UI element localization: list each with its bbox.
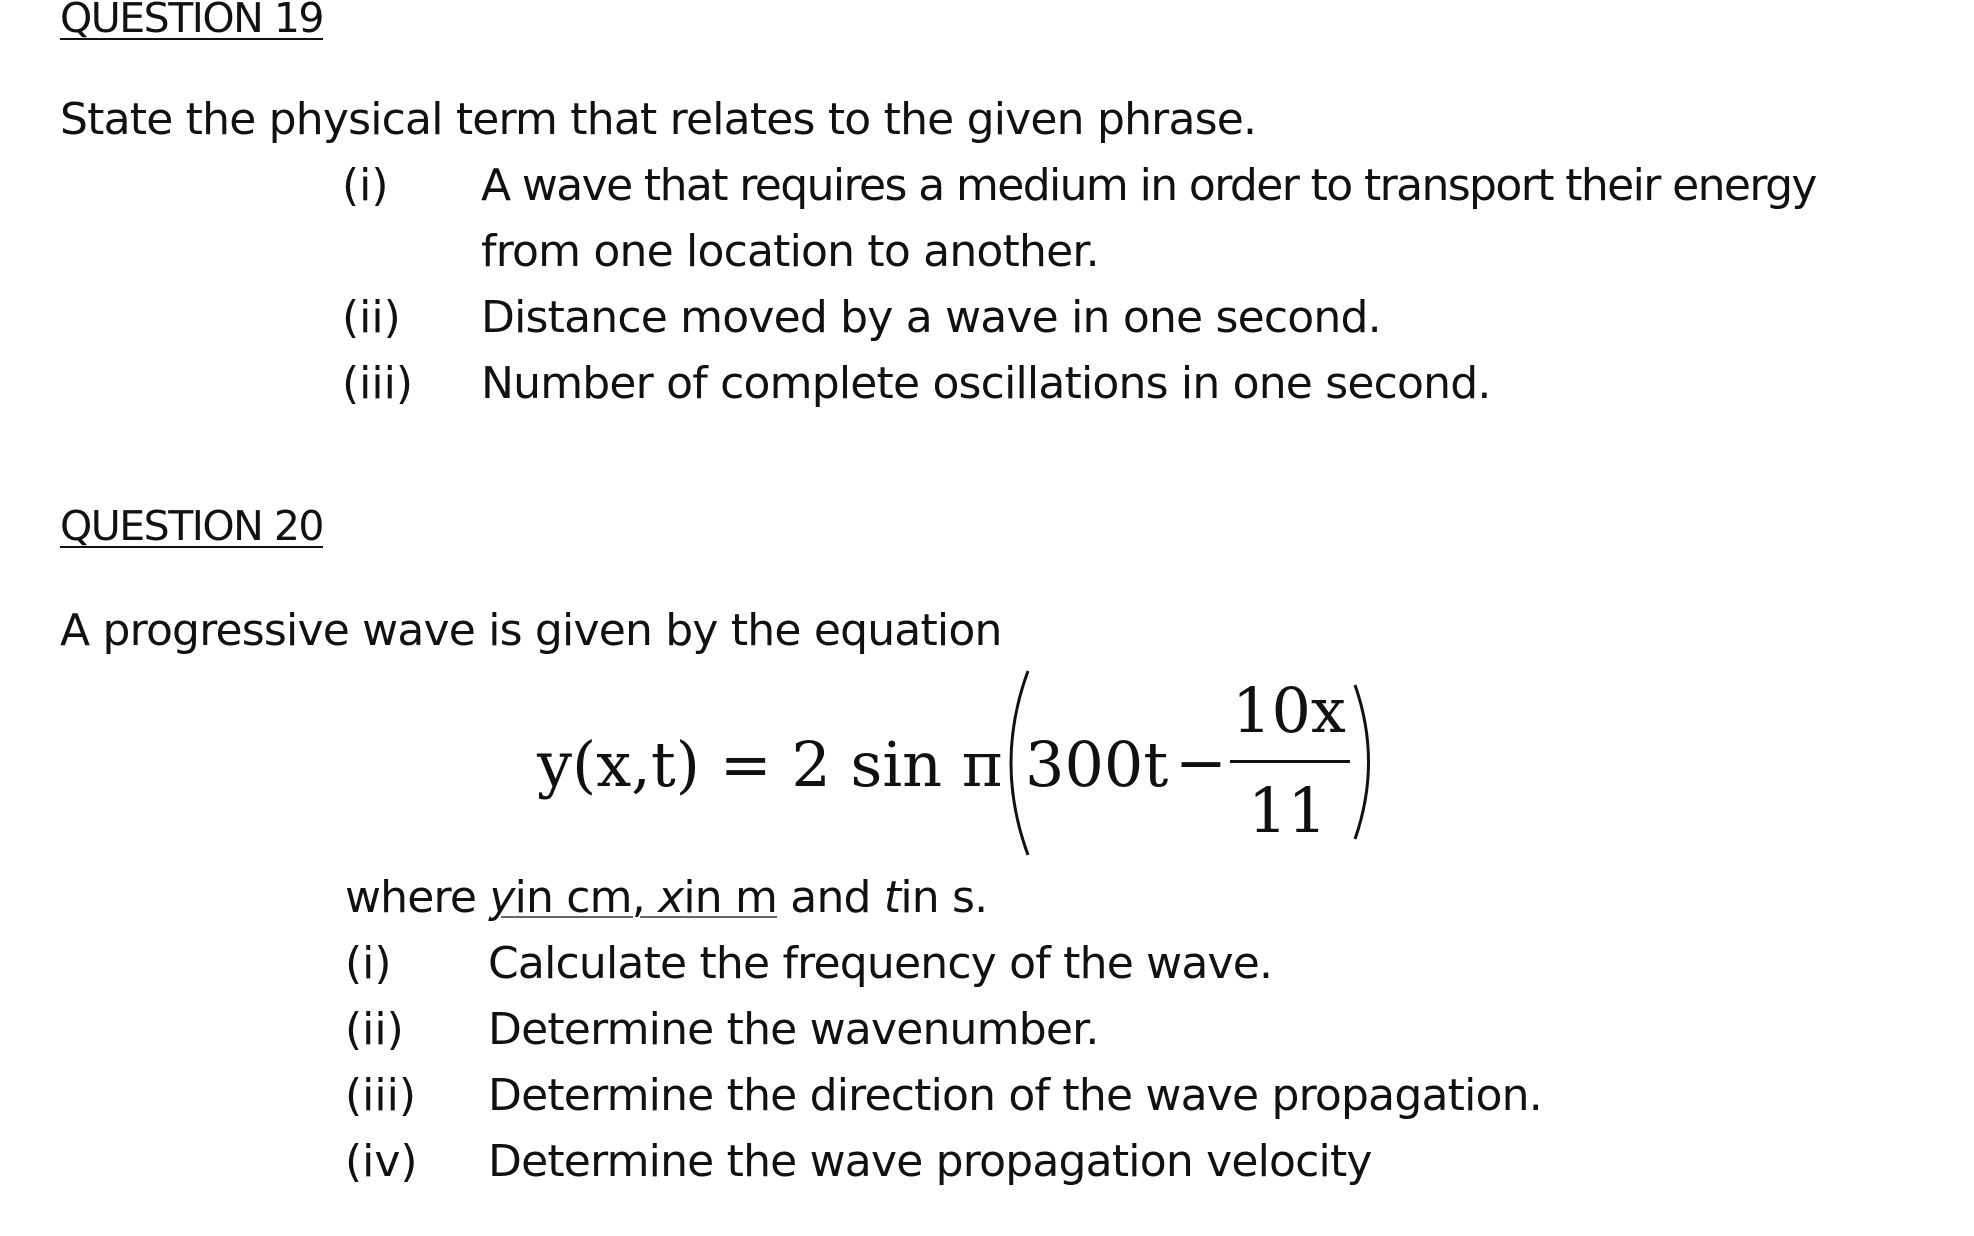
units-x-unit: in m — [683, 872, 778, 923]
question-20-heading: QUESTION 20 — [60, 502, 323, 550]
units-and: and — [777, 872, 884, 923]
wave-equation — [530, 668, 1390, 858]
q20-item-ii-text: Determine the wavenumber. — [488, 1004, 1099, 1055]
equation-denominator: 11 — [1248, 774, 1327, 847]
units-y-var: y — [489, 872, 515, 923]
q20-item-i-text: Calculate the frequency of the wave. — [488, 938, 1273, 989]
units-t-unit: in s. — [900, 872, 988, 923]
fraction-bar — [1230, 760, 1350, 763]
q19-item-i-text-line-2: from one location to another. — [481, 226, 1099, 277]
q20-item-iii-text: Determine the direction of the wave propagation. — [488, 1070, 1542, 1121]
q20-item-iv-text: Determine the wave propagation velocity — [488, 1136, 1372, 1187]
equation-numerator: 10x — [1232, 674, 1346, 747]
units-x-var: x — [658, 872, 684, 923]
units-t-var: t — [883, 872, 901, 923]
question-19-heading: QUESTION 19 — [60, 0, 323, 42]
q19-item-ii-text: Distance moved by a wave in one second. — [481, 292, 1381, 343]
q20-item-iv-number: (iv) — [345, 1136, 418, 1187]
question-19-stem: State the physical term that relates to the given phrase. — [60, 94, 1257, 145]
q19-item-i-text-line-1: A wave that requires a medium in order to transport their energy — [481, 160, 1816, 211]
question-20-stem: A progressive wave is given by the equation — [60, 605, 1002, 656]
units-where: where — [345, 872, 490, 923]
q19-item-ii-number: (ii) — [342, 292, 401, 343]
q20-item-i-number: (i) — [345, 938, 392, 989]
q20-item-iii-number: (iii) — [345, 1070, 417, 1121]
equation-minus-sign: − — [1175, 726, 1227, 799]
q19-item-i-number: (i) — [342, 160, 389, 211]
units-y-unit: in cm, — [514, 872, 659, 923]
equation-lhs: y(x,t) = 2 sin π — [537, 728, 1003, 801]
q20-item-ii-number: (ii) — [345, 1004, 404, 1055]
units-statement — [345, 872, 987, 923]
q19-item-iii-number: (iii) — [342, 358, 414, 409]
q19-item-iii-text: Number of complete oscillations in one second. — [481, 358, 1491, 409]
equation-term-300t: 300t — [1025, 728, 1169, 801]
right-paren-icon — [1352, 682, 1384, 842]
